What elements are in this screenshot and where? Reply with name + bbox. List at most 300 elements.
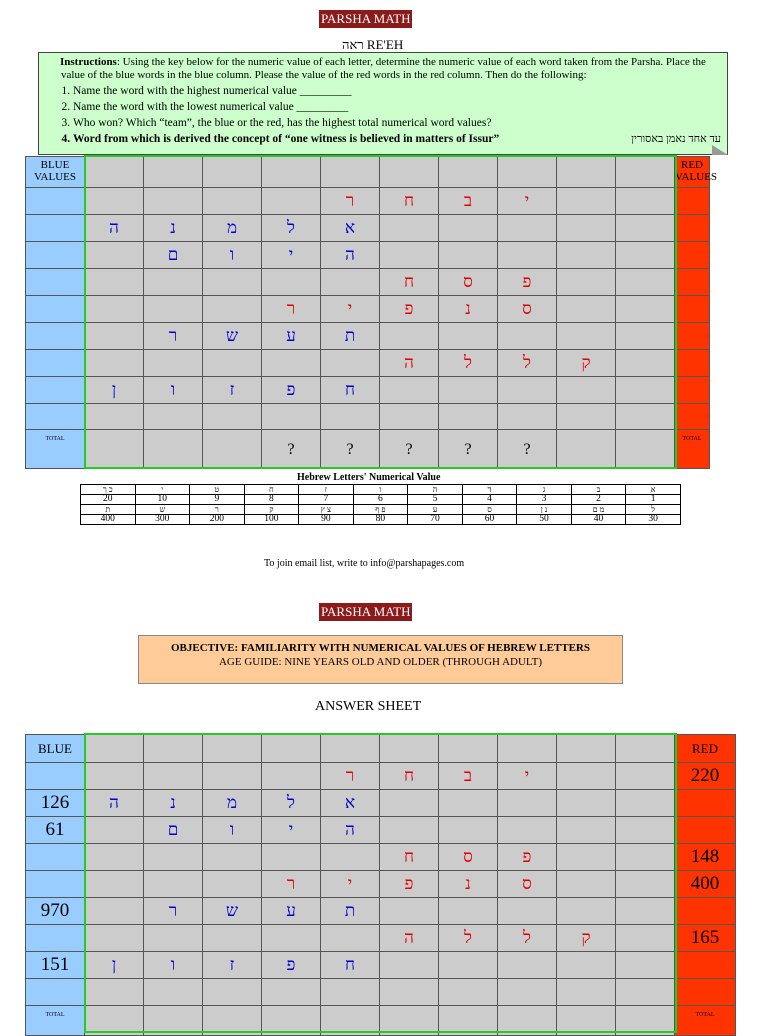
letter-cell (321, 844, 380, 871)
hebrew-letter: י (524, 766, 530, 785)
letter-cell (321, 323, 380, 350)
red-value-cell (675, 404, 710, 430)
instructions-box (38, 52, 728, 155)
hebrew-letter: י (347, 299, 353, 318)
key-title: Hebrew Letters' Numerical Value (297, 472, 441, 483)
letter-cell (498, 790, 557, 817)
letter-cell (144, 188, 203, 215)
letter-cell (498, 215, 557, 242)
letter-cell (144, 979, 203, 1006)
letter-cell (380, 242, 439, 269)
letter-cell (262, 925, 321, 952)
key-letter: ר (190, 505, 245, 515)
key-value: 7 (299, 495, 354, 505)
letter-cell (321, 817, 380, 844)
letter-cell (498, 296, 557, 323)
letter-cell (380, 871, 439, 898)
letter-cell (616, 925, 675, 952)
grid-cell (557, 735, 616, 763)
letter-cell (262, 763, 321, 790)
letter-cell (262, 215, 321, 242)
letter-cell (85, 323, 144, 350)
letter-cell (380, 188, 439, 215)
hebrew-letter: פ (404, 299, 414, 318)
key-value: 4 (462, 495, 517, 505)
letter-cell (262, 871, 321, 898)
letter-cell (144, 952, 203, 979)
key-letter: ד (462, 485, 517, 495)
key-value: 300 (135, 515, 190, 525)
letter-cell (203, 790, 262, 817)
hebrew-letter: ה (345, 245, 355, 264)
blue-answer-value (26, 871, 85, 898)
hebrew-letter: ו (229, 820, 235, 839)
instruction-item-4-text: Word from which is derived the concept of “one witness is believed in matters of Issur” (73, 133, 500, 145)
key-letter: ת (81, 505, 136, 515)
instructions-label: Instructions (60, 56, 117, 68)
key-letter: ה (408, 485, 463, 495)
key-letter: פ ף (353, 505, 408, 515)
letter-cell (262, 377, 321, 404)
instruction-item: 1. Name the word with the highest numerical value _________ (73, 85, 721, 98)
grid-cell (321, 735, 380, 763)
letter-cell (616, 242, 675, 269)
instruction-item: 2. Name the word with the lowest numerical value _________ (73, 101, 721, 114)
letter-cell (616, 871, 675, 898)
hebrew-letter: פ (404, 874, 414, 893)
total-cell (321, 430, 380, 469)
letter-cell (321, 242, 380, 269)
letter-cell (439, 377, 498, 404)
total-cell (85, 430, 144, 469)
hebrew-letter: ר (286, 874, 296, 893)
letter-cell (321, 188, 380, 215)
hebrew-letter: ז (229, 955, 235, 974)
question-mark: ? (346, 441, 354, 458)
blue-answer-value: 61 (26, 817, 85, 844)
letter-cell (380, 817, 439, 844)
letter-cell (439, 979, 498, 1006)
letter-cell (439, 763, 498, 790)
letter-cell (380, 215, 439, 242)
red-value-cell (675, 188, 710, 215)
letter-cell (262, 790, 321, 817)
hebrew-letter: ן (111, 955, 117, 974)
letter-cell (144, 790, 203, 817)
key-value: 80 (353, 515, 408, 525)
letter-cell (439, 844, 498, 871)
letter-cell (85, 871, 144, 898)
question-mark: ? (405, 441, 413, 458)
letter-cell (262, 404, 321, 430)
blue-value-cell (26, 188, 85, 215)
hebrew-letter: ש (225, 326, 239, 345)
key-value: 50 (517, 515, 572, 525)
hebrew-letter: ן (111, 380, 117, 399)
answer-grid (25, 734, 736, 1036)
letter-cell (557, 296, 616, 323)
letter-cell (616, 763, 675, 790)
letter-cell (616, 377, 675, 404)
blue-value-cell (26, 269, 85, 296)
letter-cell (262, 952, 321, 979)
email-line: To join email list, write to info@parshapages.com (264, 558, 465, 569)
hebrew-letter: נ (170, 793, 176, 812)
letter-cell (439, 350, 498, 377)
word-row (26, 377, 710, 404)
letter-cell (380, 269, 439, 296)
objective-line: OBJECTIVE: FAMILIARITY WITH NUMERICAL VALUES OF HEBREW LETTERS (170, 642, 590, 654)
grid-cell (616, 157, 675, 188)
letter-cell (321, 898, 380, 925)
key-value: 3 (517, 495, 572, 505)
letter-cell (262, 188, 321, 215)
key-value: 100 (244, 515, 299, 525)
letter-cell (380, 763, 439, 790)
hebrew-letter: מ (226, 793, 238, 812)
letter-cell (616, 269, 675, 296)
instruction-item-4-hebrew: עד אחד נאמן באסורין (631, 133, 721, 145)
hebrew-letter: ס (522, 299, 532, 318)
letter-cell (557, 188, 616, 215)
hebrew-letter: ח (344, 955, 356, 974)
letter-cell (380, 323, 439, 350)
total-cell (498, 430, 557, 469)
red-answer-value (675, 790, 736, 817)
letter-cell (616, 844, 675, 871)
key-letter: צ ץ (299, 505, 354, 515)
worksheet-grid (25, 156, 717, 469)
hebrew-letter: ס (463, 272, 473, 291)
blue-answer-value (26, 763, 85, 790)
red-answer-value (675, 817, 736, 844)
letter-cell (321, 790, 380, 817)
grid-cell (380, 735, 439, 763)
grid-cell (439, 735, 498, 763)
key-value: 2 (571, 495, 626, 505)
instruction-item: 3. Who won? Which “team”, the blue or the red, has the highest total numerical word values? (73, 117, 721, 130)
letter-cell (144, 925, 203, 952)
hebrew-letter: ר (345, 766, 355, 785)
total-cell (380, 430, 439, 469)
letter-cell (321, 377, 380, 404)
hebrew-letter: ה (404, 353, 414, 372)
word-row (26, 269, 710, 296)
letter-cell (144, 763, 203, 790)
letter-cell (262, 323, 321, 350)
hebrew-letter: ר (168, 326, 178, 345)
hebrew-letter: ל (287, 218, 295, 237)
red-answer-value: 148 (675, 844, 736, 871)
hebrew-letter: נ (170, 218, 176, 237)
hebrew-letter: מ (226, 218, 238, 237)
letter-cell (85, 979, 144, 1006)
blue-value-cell (26, 323, 85, 350)
key-value: 6 (353, 495, 408, 505)
letter-cell (203, 763, 262, 790)
letter-cell (616, 296, 675, 323)
hebrew-letter: ק (581, 353, 591, 372)
letter-cell (203, 404, 262, 430)
hebrew-letter: ח (403, 191, 415, 210)
hebrew-letter: ס (463, 847, 473, 866)
letter-cell (498, 350, 557, 377)
key-letter: כ ך (81, 485, 136, 495)
key-value: 8 (244, 495, 299, 505)
blue-value-cell (26, 377, 85, 404)
question-mark: ? (523, 441, 531, 458)
letter-cell (439, 215, 498, 242)
blue-header-line: BLUE (40, 159, 70, 171)
letter-cell (498, 377, 557, 404)
total-cell (498, 1006, 557, 1036)
answer-row (26, 844, 736, 871)
blue-value-cell (26, 350, 85, 377)
key-letter: ח (244, 485, 299, 495)
total-cell (262, 1006, 321, 1036)
total-cell (203, 1006, 262, 1036)
parsha-title-hebrew: ראה (342, 37, 364, 52)
letter-cell (85, 898, 144, 925)
letter-cell (321, 350, 380, 377)
hebrew-letter: ר (168, 901, 178, 920)
key-letter: מ ם (571, 505, 626, 515)
hebrew-letter: ם (167, 245, 179, 264)
letter-cell (262, 979, 321, 1006)
letter-cell (144, 269, 203, 296)
letter-cell (144, 323, 203, 350)
red-total-label: TOTAL (675, 430, 710, 469)
letter-cell (380, 898, 439, 925)
hebrew-letter: ר (286, 299, 296, 318)
letter-cell (380, 296, 439, 323)
key-value: 40 (571, 515, 626, 525)
letter-cell (557, 377, 616, 404)
letter-cell (321, 952, 380, 979)
letter-cell (498, 952, 557, 979)
blue-value-cell (26, 296, 85, 323)
letter-cell (557, 269, 616, 296)
letter-cell (380, 377, 439, 404)
total-cell (144, 1006, 203, 1036)
hebrew-letter: א (344, 793, 356, 812)
blue-answer-value: 126 (26, 790, 85, 817)
red-value-cell (675, 323, 710, 350)
letter-cell (557, 979, 616, 1006)
hebrew-letter: נ (465, 299, 471, 318)
letter-cell (144, 817, 203, 844)
letter-cell (498, 323, 557, 350)
hebrew-letter: ר (345, 191, 355, 210)
grid-cell (203, 157, 262, 188)
letter-cell (498, 763, 557, 790)
letter-cell (557, 242, 616, 269)
letter-cell (557, 215, 616, 242)
letter-cell (616, 188, 675, 215)
hebrew-letter: ח (403, 766, 415, 785)
letter-cell (557, 898, 616, 925)
grid-cell (380, 157, 439, 188)
letter-cell (557, 763, 616, 790)
hebrew-letter: ז (229, 380, 235, 399)
letter-cell (144, 215, 203, 242)
hebrew-letter: ה (109, 218, 119, 237)
hebrew-letter: ו (170, 380, 176, 399)
letter-cell (85, 296, 144, 323)
letter-cell (203, 844, 262, 871)
letter-cell (262, 296, 321, 323)
letter-cell (380, 844, 439, 871)
total-cell (380, 1006, 439, 1036)
key-value: 400 (81, 515, 136, 525)
letter-cell (203, 979, 262, 1006)
hebrew-letter: ח (403, 272, 415, 291)
word-row (26, 215, 710, 242)
hebrew-letter: ה (404, 928, 414, 947)
key-value: 30 (626, 515, 681, 525)
letter-cell (557, 817, 616, 844)
blue-values-header (26, 157, 85, 188)
letter-cell (262, 898, 321, 925)
letter-cell (321, 215, 380, 242)
letter-cell (616, 817, 675, 844)
hebrew-letter: ה (345, 820, 355, 839)
answer-row (26, 925, 736, 952)
letter-cell (144, 844, 203, 871)
answer-banner: PARSHA MATH (321, 604, 411, 619)
blue-value-cell (26, 404, 85, 430)
letter-cell (439, 871, 498, 898)
red-answer-value (675, 979, 736, 1006)
hebrew-letter: פ (522, 272, 532, 291)
key-value: 200 (190, 515, 245, 525)
key-value: 9 (190, 495, 245, 505)
red-answer-value: 400 (675, 871, 736, 898)
letter-cell (203, 350, 262, 377)
red-answer-value: 165 (675, 925, 736, 952)
letter-cell (321, 979, 380, 1006)
letter-cell (439, 269, 498, 296)
answer-row (26, 871, 736, 898)
letter-cell (498, 242, 557, 269)
letter-cell (380, 350, 439, 377)
total-cell (203, 430, 262, 469)
hebrew-letter: ע (286, 901, 296, 920)
letter-cell (203, 323, 262, 350)
key-letter: ש (135, 505, 190, 515)
letter-cell (439, 790, 498, 817)
letter-cell (321, 925, 380, 952)
hebrew-letter: ס (522, 874, 532, 893)
letter-cell (144, 296, 203, 323)
instructions-list (47, 85, 721, 146)
blue-header: BLUE (26, 735, 85, 763)
letter-cell (85, 215, 144, 242)
key-letter: ע (408, 505, 463, 515)
letter-cell (498, 404, 557, 430)
hebrew-letter: ש (225, 901, 239, 920)
red-value-cell (675, 377, 710, 404)
grid-cell (262, 157, 321, 188)
grid-cell (85, 157, 144, 188)
red-header-line: RED (681, 159, 703, 171)
key-value: 60 (462, 515, 517, 525)
letter-cell (557, 790, 616, 817)
key-letter: י (135, 485, 190, 495)
hebrew-letter: פ (286, 955, 296, 974)
total-cell (144, 430, 203, 469)
letter-cell (203, 871, 262, 898)
blue-total-label: TOTAL (26, 430, 85, 469)
grid-cell (144, 735, 203, 763)
letter-cell (380, 925, 439, 952)
letter-cell (439, 404, 498, 430)
red-answer-value: 220 (675, 763, 736, 790)
letter-cell (321, 763, 380, 790)
hebrew-letter: ל (287, 793, 295, 812)
letter-cell (616, 898, 675, 925)
blue-value-cell (26, 242, 85, 269)
hebrew-letter: ח (344, 380, 356, 399)
red-value-cell (675, 296, 710, 323)
hebrew-letter: ו (170, 955, 176, 974)
letter-cell (380, 979, 439, 1006)
letter-cell (85, 188, 144, 215)
letter-cell (262, 350, 321, 377)
key-letter: ג (517, 485, 572, 495)
objective-box (138, 635, 623, 684)
key-value: 20 (81, 495, 136, 505)
letter-cell (144, 377, 203, 404)
letter-cell (262, 817, 321, 844)
letter-cell (616, 350, 675, 377)
letter-cell (203, 817, 262, 844)
key-letter: א (626, 485, 681, 495)
total-cell (85, 1006, 144, 1036)
hebrew-letter: ל (464, 928, 472, 947)
hebrew-letter: ת (344, 326, 356, 345)
letter-cell (616, 790, 675, 817)
blue-answer-value (26, 844, 85, 871)
hebrew-letter: ל (464, 353, 472, 372)
letter-cell (439, 188, 498, 215)
letter-cell (380, 404, 439, 430)
total-cell (262, 430, 321, 469)
letter-cell (498, 817, 557, 844)
letter-cell (557, 844, 616, 871)
letter-cell (616, 323, 675, 350)
answer-row (26, 763, 736, 790)
answer-row (26, 979, 736, 1006)
hebrew-letter: ם (167, 820, 179, 839)
letter-cell (262, 269, 321, 296)
red-answer-value (675, 898, 736, 925)
letter-cell (616, 215, 675, 242)
letter-cell (203, 925, 262, 952)
blue-header-line: VALUES (34, 171, 76, 183)
hebrew-letter: י (288, 820, 294, 839)
grid-cell (144, 157, 203, 188)
letter-cell (498, 188, 557, 215)
letter-cell (439, 296, 498, 323)
red-header: RED (675, 735, 736, 763)
letter-cell (85, 952, 144, 979)
letter-cell (557, 350, 616, 377)
answer-row (26, 898, 736, 925)
letter-cell (498, 898, 557, 925)
hebrew-letter: ב (463, 191, 473, 210)
red-value-cell (675, 269, 710, 296)
